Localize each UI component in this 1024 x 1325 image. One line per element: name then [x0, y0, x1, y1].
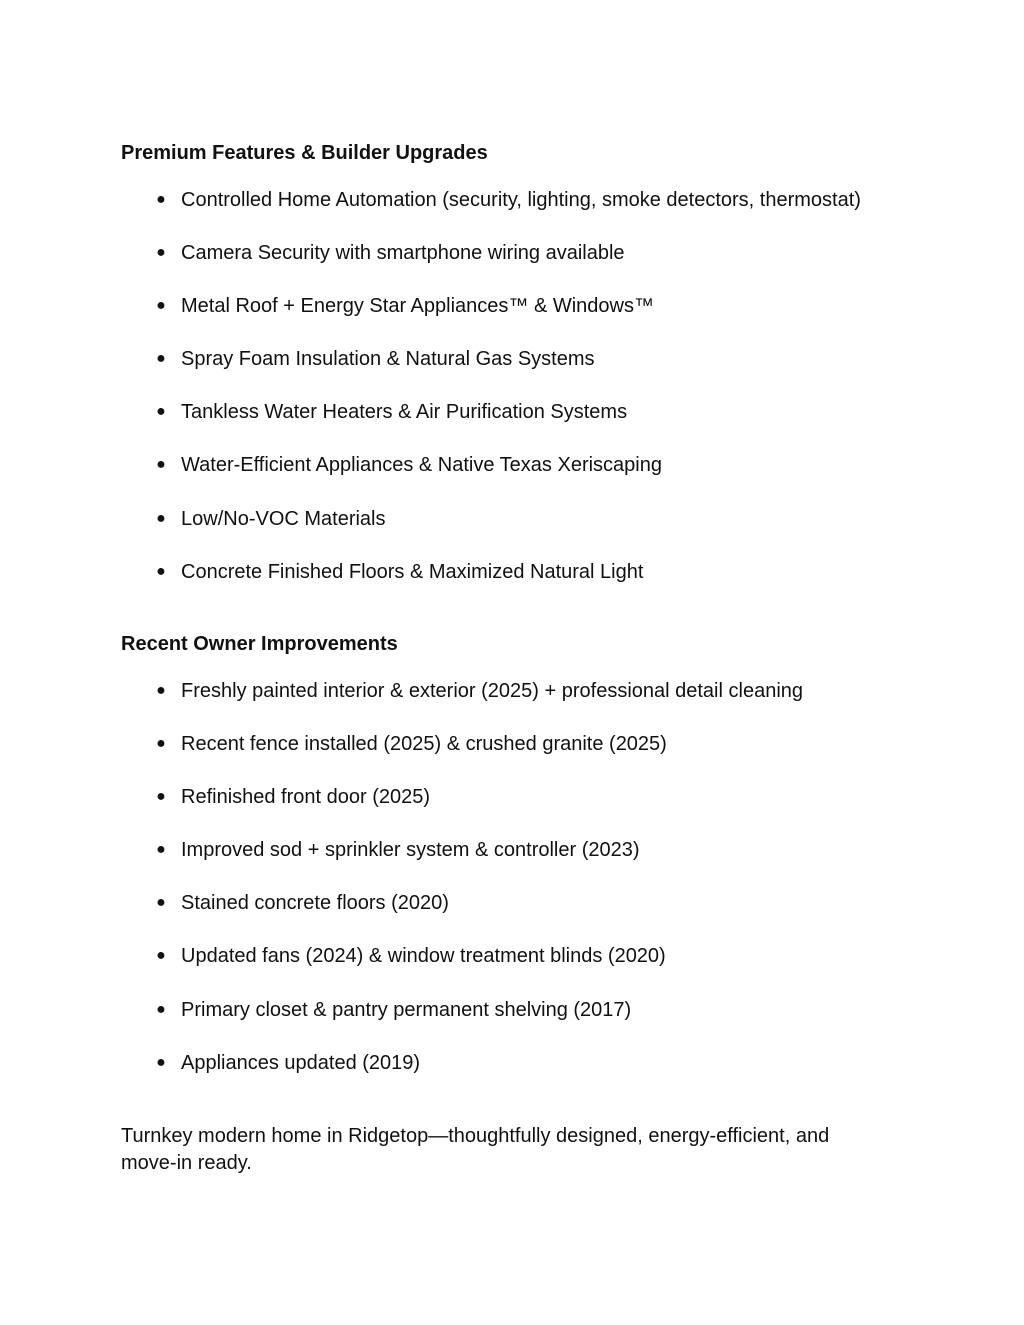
list-item-text: Metal Roof + Energy Star Appliances™ & Windows™ [181, 295, 654, 318]
bullet-icon: ● [156, 1000, 166, 1018]
bullet-icon: ● [156, 788, 166, 806]
list-item-text: Improved sod + sprinkler system & controller (2023) [181, 839, 640, 862]
closing-paragraph: Turnkey modern home in Ridgetop—thoughtfully designed, energy-efficient, and move-in ready. [121, 1125, 830, 1174]
bullet-icon: ● [156, 841, 166, 859]
bullet-icon: ● [156, 350, 166, 368]
bullet-icon: ● [156, 456, 166, 474]
list-item-text: Updated fans (2024) & window treatment blinds (2020) [181, 945, 666, 968]
list-item-text: Camera Security with smartphone wiring available [181, 242, 625, 265]
bullet-icon: ● [156, 735, 166, 753]
bullet-icon: ● [156, 1053, 166, 1071]
list-item-text: Freshly painted interior & exterior (2025) + professional detail cleaning [181, 680, 804, 702]
list-item-text: Water-Efficient Appliances & Native Texas Xeriscaping [181, 454, 662, 477]
bullet-icon: ● [156, 562, 166, 580]
bullet-icon: ● [156, 244, 166, 262]
bullet-icon: ● [156, 403, 166, 421]
list-item-text: Appliances updated (2019) [181, 1051, 421, 1074]
bullet-icon: ● [156, 509, 166, 527]
list-item-text: Stained concrete floors (2020) [181, 892, 449, 915]
bullet-icon: ● [156, 191, 166, 208]
list-item-text: Concrete Finished Floors & Maximized Natural Light [181, 560, 644, 583]
bullet-icon: ● [156, 682, 166, 699]
list-item-text: Primary closet & pantry permanent shelving (2017) [181, 998, 632, 1021]
list-item-text: Spray Foam Insulation & Natural Gas Systems [181, 348, 595, 371]
section-title-premium-features: Premium Features & Builder Upgrades [121, 142, 488, 164]
list-item-text: Low/No-VOC Materials [181, 507, 386, 530]
bullet-icon: ● [156, 894, 166, 912]
list-item-text: Tankless Water Heaters & Air Purification Systems [181, 401, 628, 424]
list-item-text: Refinished front door (2025) [181, 786, 431, 809]
section-title-owner-improvements: Recent Owner Improvements [121, 633, 398, 655]
bullet-icon: ● [156, 297, 166, 315]
bullet-icon: ● [156, 947, 166, 965]
list-item-text: Recent fence installed (2025) & crushed granite (2025) [181, 733, 667, 756]
list-item-text: Controlled Home Automation (security, lighting, smoke detectors, thermostat) [181, 189, 861, 211]
